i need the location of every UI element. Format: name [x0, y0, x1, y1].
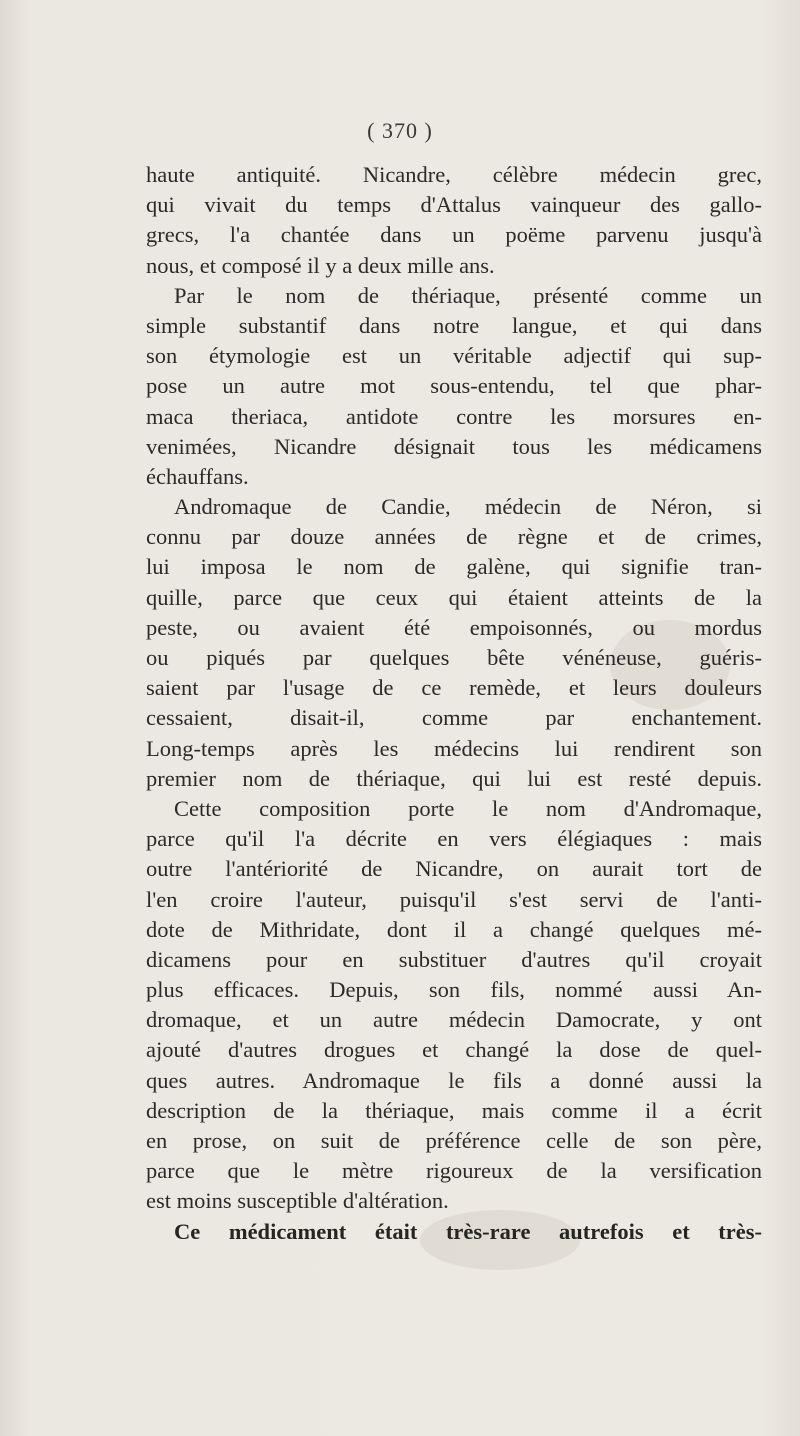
text-line: pose un autre mot sous-entendu, tel que phar- [146, 373, 762, 399]
text-line: dote de Mithridate, dont il a changé quelques mé- [146, 916, 762, 942]
text-line: venimées, Nicandre désignait tous les médicamens [146, 433, 762, 459]
text-line: Long-temps après les médecins lui rendirent son [146, 735, 762, 761]
text-line: Par le nom de thériaque, présenté comme un [174, 282, 762, 308]
text-line: plus efficaces. Depuis, son fils, nommé aussi An- [146, 977, 762, 1003]
text-line: quille, parce que ceux qui étaient atteints de la [146, 584, 762, 610]
text-line: nous, et composé il y a deux mille ans. [146, 252, 495, 278]
text-line: ou piqués par quelques bête vénéneuse, guéris- [146, 645, 762, 670]
text-line: ques autres. Andromaque le fils a donné aussi la [146, 1067, 762, 1093]
text-line: premier nom de thériaque, qui lui est resté depuis. [146, 765, 762, 791]
text-line: son étymologie est un véritable adjectif qui sup- [146, 343, 762, 369]
text-line: haute antiquité. Nicandre, célèbre médecin grec, [146, 162, 762, 187]
text-line: cessaient, disait-il, comme par enchantement. [146, 705, 762, 731]
text-line: l'en croire l'auteur, puisqu'il s'est servi de l'anti- [146, 886, 762, 912]
text-line: Andromaque de Candie, médecin de Néron, si [174, 494, 762, 520]
text-line: ajouté d'autres drogues et changé la dose de quel- [146, 1037, 762, 1063]
text-line: Ce médicament était très-rare autrefois et très- [174, 1218, 762, 1244]
text-line: Cette composition porte le nom d'Andromaque, [174, 795, 762, 821]
text-line: dicamens pour en substituer d'autres qu'il croyait [146, 946, 762, 972]
text-line: est moins susceptible d'altération. [146, 1188, 449, 1214]
text-line: parce qu'il l'a décrite en vers élégiaques : mais [146, 826, 762, 852]
text-line: maca theriaca, antidote contre les morsures en- [146, 403, 762, 429]
text-line: grecs, l'a chantée dans un poëme parvenu jusqu'à [146, 222, 762, 248]
text-line: qui vivait du temps d'Attalus vainqueur des gallo- [146, 192, 762, 218]
text-line: description de la thériaque, mais comme il a écrit [146, 1097, 762, 1123]
text-line: outre l'antériorité de Nicandre, on aurait tort de [146, 856, 762, 882]
text-line: lui imposa le nom de galène, qui signifie tran- [146, 554, 762, 580]
text-line: parce que le mètre rigoureux de la versification [146, 1158, 762, 1184]
text-line: dromaque, et un autre médecin Damocrate, y ont [146, 1007, 762, 1033]
text-line: saient par l'usage de ce remède, et leurs douleurs [146, 675, 762, 701]
body-text [146, 160, 762, 1247]
text-line: connu par douze années de règne et de crimes, [146, 524, 762, 550]
text-line: simple substantif dans notre langue, et qui dans [146, 312, 762, 338]
page-number: ( 370 ) [367, 118, 433, 143]
text-line: échauffans. [146, 463, 249, 489]
text-line: en prose, on suit de préférence celle de son père, [146, 1128, 762, 1153]
text-line: peste, ou avaient été empoisonnés, ou mordus [146, 614, 762, 640]
